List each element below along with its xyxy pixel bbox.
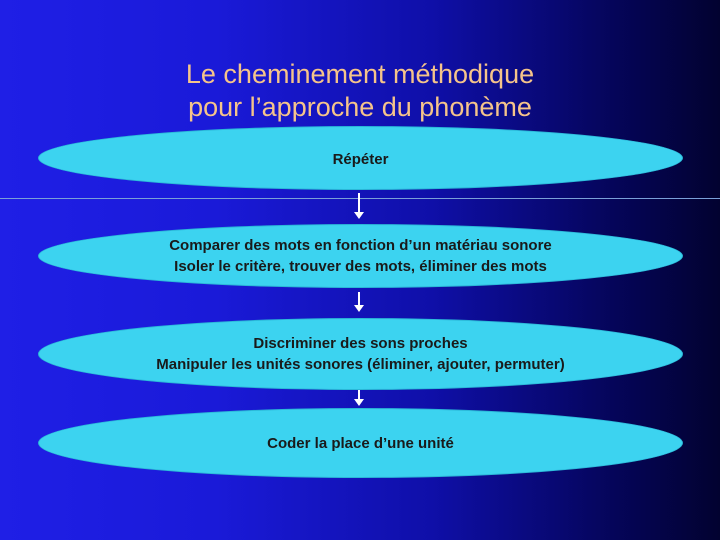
step-ellipse-discriminer xyxy=(38,318,683,390)
horizontal-rule xyxy=(0,198,720,199)
step-3-line-1: Discriminer des sons proches xyxy=(253,335,468,352)
step-2-line-1: Comparer des mots en fonction d’un matériau sonore xyxy=(169,237,552,254)
step-ellipse-comparer xyxy=(38,224,683,288)
step-3-line-2: Manipuler les unités sonores (éliminer, ajouter, permuter) xyxy=(156,356,565,373)
arrow-down-icon xyxy=(358,193,360,213)
step-4-line-1: Coder la place d’une unité xyxy=(267,434,454,452)
title-line-2: pour l’approche du phonème xyxy=(188,92,532,122)
slide-title xyxy=(0,58,720,128)
step-ellipse-repeter xyxy=(38,126,683,190)
arrow-down-icon xyxy=(358,390,360,400)
step-1-line-1: Répéter xyxy=(332,151,389,168)
step-2-line-2: Isoler le critère, trouver des mots, éliminer des mots xyxy=(174,258,547,275)
title-line-1: Le cheminement méthodique xyxy=(185,59,535,89)
step-ellipse-coder xyxy=(38,408,683,478)
arrow-down-icon xyxy=(358,292,360,306)
